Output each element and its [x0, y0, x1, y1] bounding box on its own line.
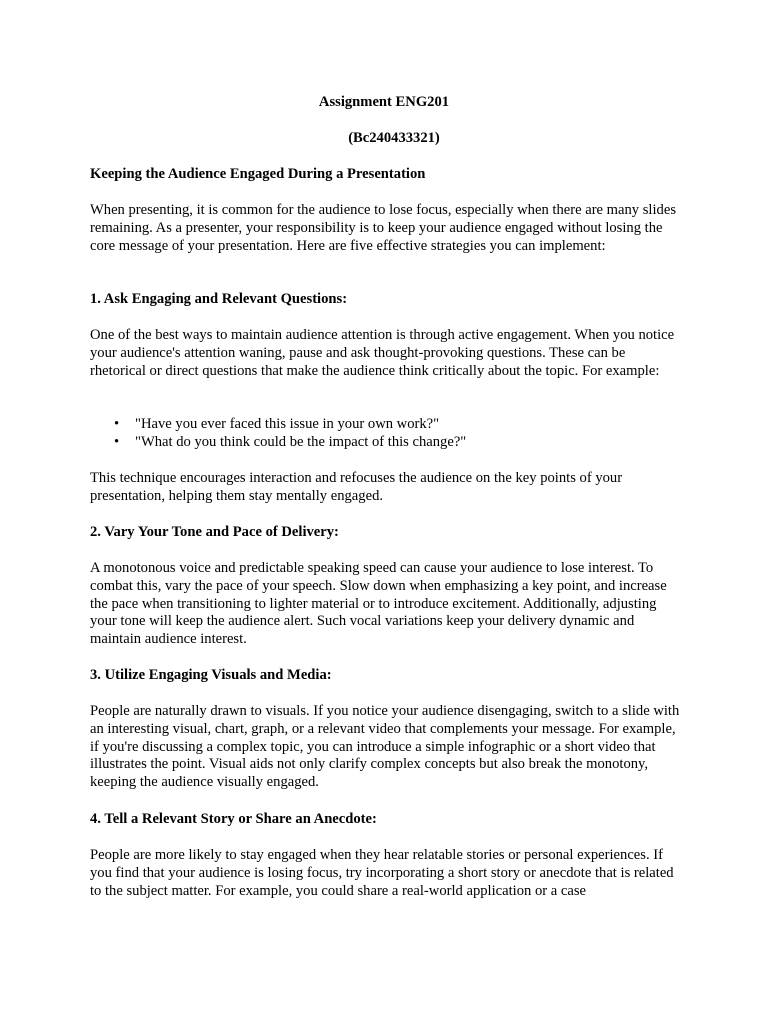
section-1-heading: 1. Ask Engaging and Relevant Questions: [90, 291, 348, 307]
section-4-body: People are more likely to stay engaged when they hear relatable stories or personal experiences. If you find that your audience is losing focus, try incorporating a short story or anecdote that is related to the subject matter. For example, you could share a real-world application or a case [90, 847, 674, 899]
section-1-bullet-list [90, 416, 680, 452]
document-heading: Keeping the Audience Engaged During a Presentation [90, 166, 426, 182]
bullet-icon: • [114, 416, 120, 432]
section-3-body: People are naturally drawn to visuals. If you notice your audience disengaging, switch to a slide with an interesting visual, chart, graph, or a relevant video that complements your message. For example, if you're discussing a complex topic, you can introduce a simple infographic or a short video that illustrates the point. Visual aids not only clarify complex concepts but also break the monotony, keeping the audience visually engaged. [90, 703, 680, 791]
section-1-conclusion: This technique encourages interaction and refocuses the audience on the key points of your presentation, helping them stay mentally engaged. [90, 470, 623, 504]
section-2-heading: 2. Vary Your Tone and Pace of Delivery: [90, 524, 339, 540]
section-1-body: One of the best ways to maintain audience attention is through active engagement. When you notice your audience's attention waning, pause and ask thought-provoking questions. These can be rhetorical or direct questions that make the audience think critically about the topic. For example: [90, 327, 675, 379]
assignment-title: Assignment ENG201 [318, 94, 450, 110]
bullet-icon: • [114, 433, 120, 450]
bullet-text: "Have you ever faced this issue in your own work?" [135, 416, 440, 432]
list-item [90, 434, 680, 452]
student-id: (Bc240433321) [348, 130, 440, 146]
list-item [90, 416, 680, 434]
bullet-text: "What do you think could be the impact of this change?" [135, 433, 467, 450]
section-3-heading: 3. Utilize Engaging Visuals and Media: [90, 667, 332, 683]
section-2-body: A monotonous voice and predictable speaking speed can cause your audience to lose interest. To combat this, vary the pace of your speech. Slow down when emphasizing a key point, and increase the pace when transitioning to lighter material or to introduce excitement. Additionally, adjusting your tone will keep the audience alert. Such vocal variations keep your delivery dynamic and maintain audience interest. [90, 560, 667, 648]
intro-paragraph: When presenting, it is common for the audience to lose focus, especially when there are many slides remaining. As a presenter, your responsibility is to keep your audience engaged without losing the core message of your presentation. Here are five effective strategies you can implement: [90, 202, 676, 254]
section-4-heading: 4. Tell a Relevant Story or Share an Anecdote: [90, 811, 377, 827]
